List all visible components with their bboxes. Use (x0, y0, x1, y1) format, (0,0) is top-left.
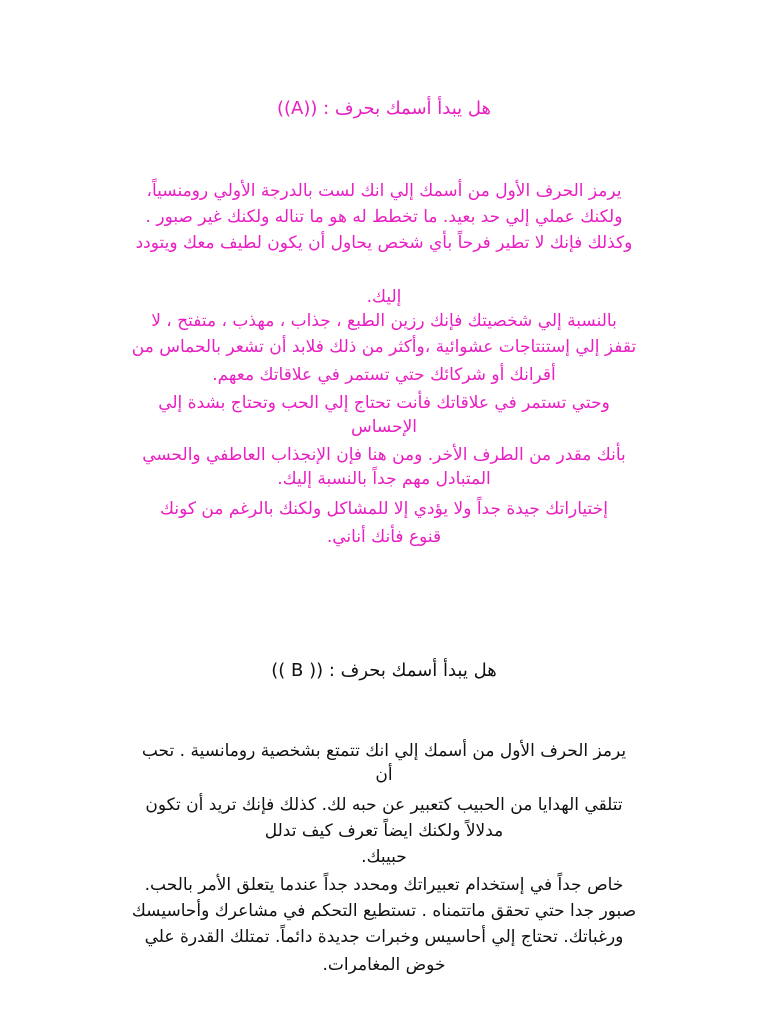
section-a-line: يرمز الحرف الأول من أسمك إلي انك لست بالدرجة الأولي رومنسياً، (146, 181, 622, 201)
section-b-line: صبور جدا حتي تحقق ماتتمناه . تستطيع التحكم في مشاعرك وأحاسيسك (131, 901, 637, 921)
section-b-line: خوض المغامرات. (322, 955, 446, 975)
section-a-line: إليك. (366, 287, 402, 307)
section-a-line: أقرانك أو شركائك حتي تستمر في علاقاتك معهم. (212, 365, 556, 385)
section-b-line: ورغباتك. تحتاج إلي أحاسيس وخبرات جديدة دائماً. تمتلك القدرة علي (144, 927, 624, 947)
section-b-line: أن (375, 765, 393, 785)
section-b-line: حبيبك. (361, 847, 407, 867)
section-b-line: خاص جداً في إستخدام تعبيراتك ومحدد جداً عندما يتعلق الأمر بالحب. (144, 875, 624, 895)
section-a-heading: هل يبدأ أسمك بحرف : ((A)) (277, 98, 491, 119)
section-b-line: يرمز الحرف الأول من أسمك إلي انك تتمتع بشخصية رومانسية . تحب (141, 741, 627, 761)
section-a-line: تقفز إلي إستنتاجات عشوائية ،وأكثر من ذلك فلابد أن تشعر بالحماس من (131, 337, 637, 357)
section-b-line: تتلقي الهدايا من الحبيب كتعبير عن حبه لك. كذلك فإنك تريد أن تكون (145, 795, 623, 815)
section-a-line: بأنك مقدر من الطرف الأخر. ومن هنا فإن الإنجذاب العاطفي والحسي (142, 445, 626, 465)
section-a-line: قنوع فأنك أناني. (326, 527, 442, 547)
section-a-line: ولكنك عملي إلي حد بعيد. ما تخطط له هو ما تناله ولكنك غير صبور . (145, 207, 623, 227)
section-a-line: الإحساس (350, 417, 418, 437)
section-a-line: وكذلك فإنك لا تطير فرحاً بأي شخص يحاول أن يكون لطيف معك ويتودد (135, 233, 633, 253)
section-b-heading: هل يبدأ أسمك بحرف : (( B )) (271, 660, 497, 681)
section-a-line: بالنسبة إلي شخصيتك فإنك رزين الطبع ، جذاب ، مهذب ، متفتح ، لا (151, 311, 617, 331)
section-a-line: إختياراتك جيدة جداً ولا يؤدي إلا للمشاكل ولكنك بالرغم من كونك (160, 499, 608, 519)
section-b-line: مدلالاً ولكنك ايضاً تعرف كيف تدلل (264, 821, 504, 841)
section-a-line: وحتي تستمر في علاقاتك فأنت تحتاج إلي الحب وتحتاج بشدة إلي (158, 393, 610, 413)
section-a-line: المتبادل مهم جداً بالنسبة إليك. (277, 469, 491, 489)
